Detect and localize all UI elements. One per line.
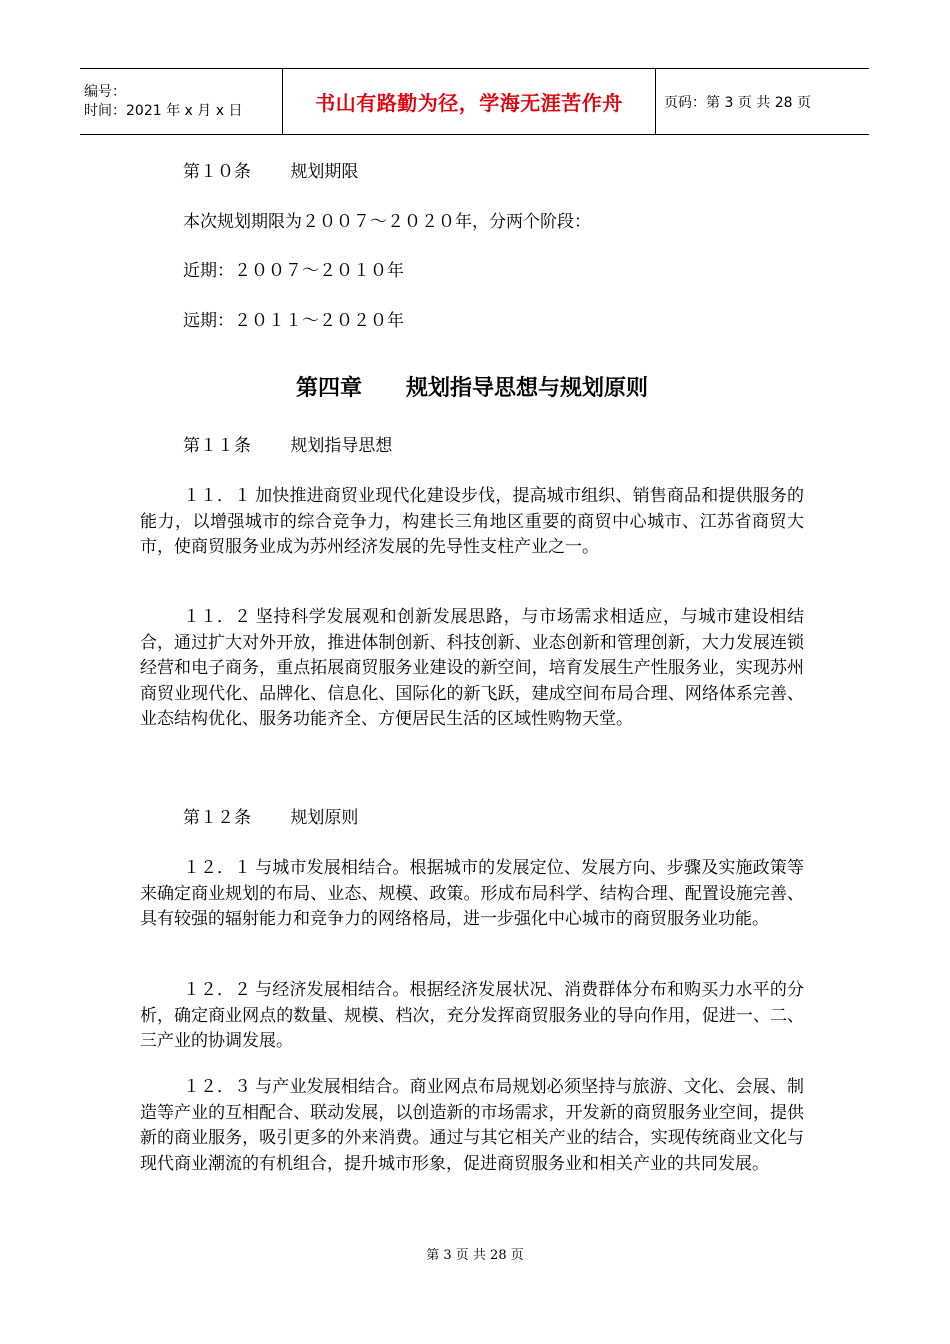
article-11-title: 第１１条 规划指导思想 — [183, 436, 393, 456]
article-10-title: 第１０条 规划期限 — [183, 162, 359, 182]
clause-number: １２．２ — [183, 980, 251, 1000]
header-motto: 书山有路勤为径，学海无涯苦作舟 — [315, 91, 623, 115]
clause-number: １１．２ — [183, 607, 251, 627]
chapter-heading: 第四章 规划指导思想与规划原则 — [295, 376, 648, 401]
paragraph-12-1 — [140, 856, 804, 933]
document-number-label: 编号： — [84, 83, 126, 100]
clause-number: １２．３ — [183, 1077, 251, 1097]
paragraph-11-2 — [140, 605, 804, 733]
clause-text: 加快推进商贸业现代化建设步伐，提高城市组织、销售商品和提供服务的能力，以增强城市的综合竞争力，构建长三角地区重要的商贸中心城市、江苏省商贸大市，使商贸服务业成为苏州经济发展的先导性支柱产业之一。 — [140, 486, 804, 557]
clause-number: １１．１ — [183, 486, 251, 506]
clause-text: 与经济发展相结合。根据经济发展状况、消费群体分布和购买力水平的分析，确定商业网点的数量、规模、档次，充分发挥商贸服务业的导向作用，促进一、二、三产业的协调发展。 — [140, 980, 804, 1051]
page-header — [80, 68, 869, 135]
header-meta — [80, 69, 282, 134]
clause-number: １２．１ — [183, 858, 251, 878]
paragraph-11-1 — [140, 484, 804, 561]
clause-text: 与产业发展相结合。商业网点布局规划必须坚持与旅游、文化、会展、制造等产业的互相配合、联动发展，以创造新的市场需求，开发新的商贸服务业空间，提供新的商业服务，吸引更多的外来消费。通过与其它相关产业的结合，实现传统商业文化与现代商业潮流的有机组合，提升城市形象，促进商贸服务业和相关产业的共同发展。 — [140, 1077, 804, 1174]
article-12-title: 第１２条 规划原则 — [183, 808, 359, 828]
article-10-line-3: 远期：２０１１～２０２０年 — [183, 311, 404, 331]
header-page-info: 页码：第 3 页 共 28 页 — [664, 94, 811, 111]
article-10-line-1: 本次规划期限为２００７～２０２０年，分两个阶段： — [183, 212, 591, 232]
header-motto-cell — [282, 69, 656, 134]
article-10-line-2: 近期：２００７～２０１０年 — [183, 261, 404, 281]
clause-text: 坚持科学发展观和创新发展思路，与市场需求相适应，与城市建设相结合，通过扩大对外开放，推进体制创新、科技创新、业态创新和管理创新，大力发展连锁经营和电子商务，重点拓展商贸服务业建设的新空间，培育发展生产性服务业，实现苏州商贸业现代化、品牌化、信息化、国际化的新飞跃，建成空间布局合理、网络体系完善、业态结构优化、服务功能齐全、方便居民生活的区域性购物天堂。 — [140, 607, 804, 729]
clause-text: 与城市发展相结合。根据城市的发展定位、发展方向、步骤及实施政策等来确定商业规划的布局、业态、规模、政策。形成布局科学、结构合理、配置设施完善、具有较强的辐射能力和竞争力的网络格局，进一步强化中心城市的商贸服务业功能。 — [140, 858, 804, 929]
paragraph-12-2 — [140, 978, 804, 1055]
paragraph-12-3 — [140, 1075, 804, 1177]
document-date: 时间：2021 年 x 月 x 日 — [84, 102, 243, 119]
page-footer: 第 3 页 共 28 页 — [426, 1248, 524, 1263]
